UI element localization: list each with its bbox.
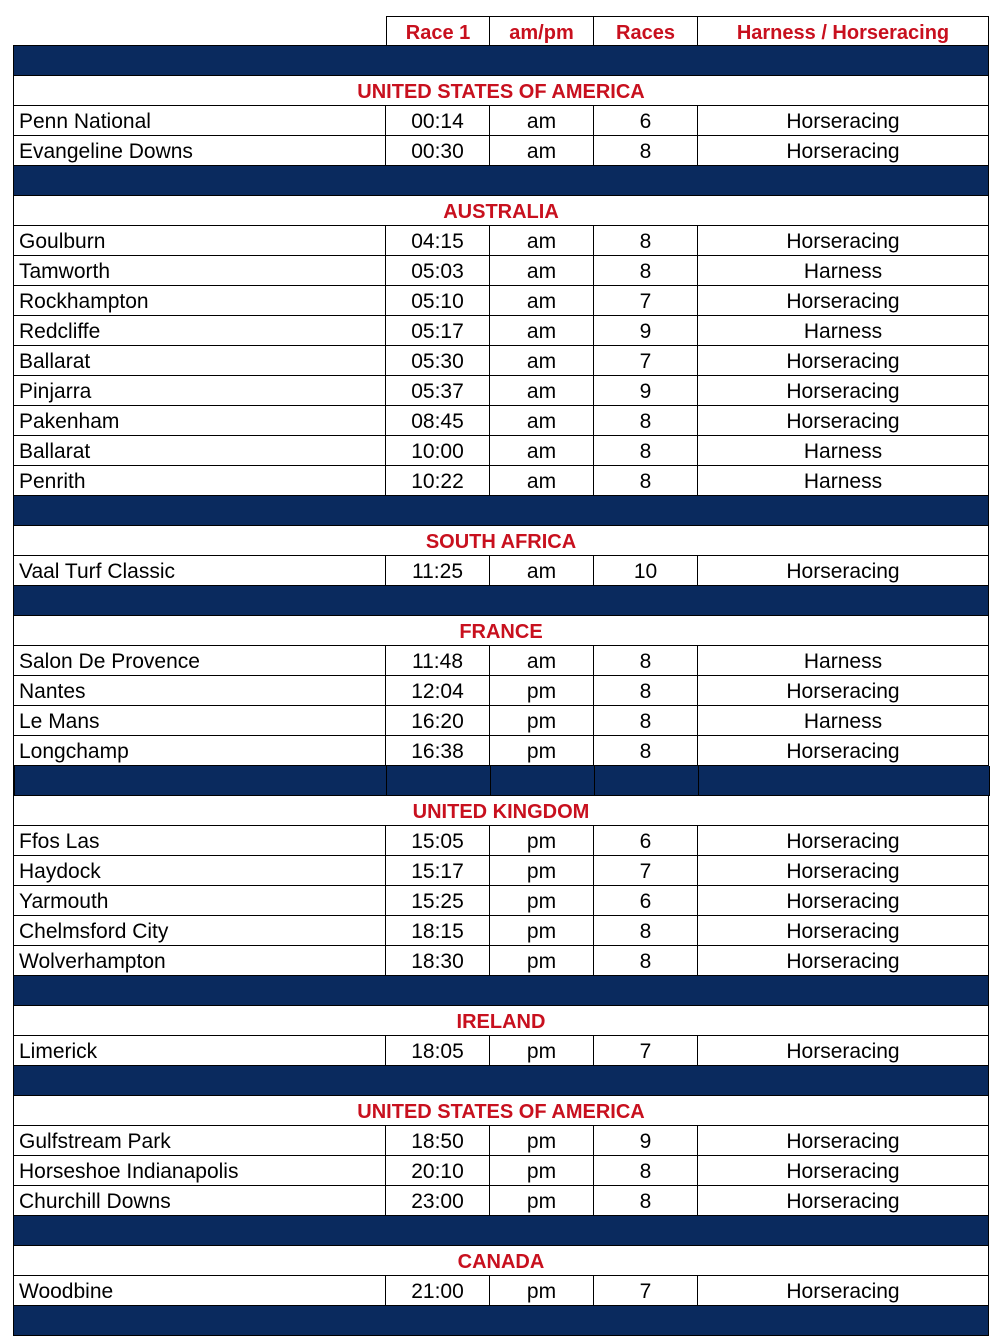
table-row <box>13 436 989 466</box>
race-type-cell: Horseracing <box>698 1276 989 1306</box>
race1-time-cell: 21:00 <box>386 1276 490 1306</box>
race1-time-cell: 15:25 <box>386 886 490 916</box>
header-races: Races <box>594 16 698 46</box>
table-row <box>13 316 989 346</box>
race1-time-cell: 05:03 <box>386 256 490 286</box>
race-type-cell: Horseracing <box>698 1126 989 1156</box>
race-type-cell: Harness <box>698 316 989 346</box>
race1-time-cell: 05:17 <box>386 316 490 346</box>
race-type-cell: Horseracing <box>698 556 989 586</box>
venue-cell: Pakenham <box>13 406 386 436</box>
race-type-cell: Horseracing <box>698 946 989 976</box>
races-count-cell: 8 <box>594 646 698 676</box>
venue-cell: Limerick <box>13 1036 386 1066</box>
ampm-cell: pm <box>490 736 594 766</box>
section-divider-band <box>13 46 989 76</box>
venue-cell: Vaal Turf Classic <box>13 556 386 586</box>
ampm-cell: pm <box>490 1186 594 1216</box>
races-count-cell: 6 <box>594 886 698 916</box>
section-divider-band <box>13 1066 989 1096</box>
divider-cell <box>14 766 387 796</box>
race-type-cell: Horseracing <box>698 1186 989 1216</box>
table-row <box>13 136 989 166</box>
table-row <box>13 556 989 586</box>
table-row <box>13 826 989 856</box>
table-row <box>13 406 989 436</box>
divider-cell <box>491 766 595 796</box>
section-divider-band <box>13 586 989 616</box>
races-count-cell: 6 <box>594 826 698 856</box>
venue-cell: Ballarat <box>13 346 386 376</box>
section-divider-band <box>13 766 989 796</box>
races-count-cell: 8 <box>594 466 698 496</box>
race1-time-cell: 18:05 <box>386 1036 490 1066</box>
country-heading: UNITED STATES OF AMERICA <box>13 1096 989 1126</box>
races-count-cell: 7 <box>594 1276 698 1306</box>
race-type-cell: Horseracing <box>698 1036 989 1066</box>
venue-cell: Ballarat <box>13 436 386 466</box>
venue-cell: Salon De Provence <box>13 646 386 676</box>
venue-cell: Churchill Downs <box>13 1186 386 1216</box>
ampm-cell: pm <box>490 706 594 736</box>
table-row <box>13 706 989 736</box>
table-row <box>13 256 989 286</box>
venue-cell: Longchamp <box>13 736 386 766</box>
race-type-cell: Horseracing <box>698 736 989 766</box>
table-row <box>13 376 989 406</box>
table-row <box>13 106 989 136</box>
race1-time-cell: 12:04 <box>386 676 490 706</box>
table-row <box>13 286 989 316</box>
race1-time-cell: 10:00 <box>386 436 490 466</box>
ampm-cell: pm <box>490 1276 594 1306</box>
race-type-cell: Horseracing <box>698 376 989 406</box>
venue-cell: Gulfstream Park <box>13 1126 386 1156</box>
divider-cell <box>595 766 699 796</box>
venue-cell: Haydock <box>13 856 386 886</box>
table-row <box>13 736 989 766</box>
race1-time-cell: 05:37 <box>386 376 490 406</box>
race-type-cell: Horseracing <box>698 676 989 706</box>
country-heading: IRELAND <box>13 1006 989 1036</box>
venue-cell: Penn National <box>13 106 386 136</box>
races-count-cell: 9 <box>594 376 698 406</box>
venue-cell: Rockhampton <box>13 286 386 316</box>
ampm-cell: am <box>490 106 594 136</box>
races-count-cell: 8 <box>594 136 698 166</box>
race1-time-cell: 18:30 <box>386 946 490 976</box>
table-row <box>13 1276 989 1306</box>
ampm-cell: am <box>490 346 594 376</box>
venue-cell: Penrith <box>13 466 386 496</box>
ampm-cell: pm <box>490 946 594 976</box>
race1-time-cell: 20:10 <box>386 1156 490 1186</box>
races-count-cell: 8 <box>594 1186 698 1216</box>
ampm-cell: pm <box>490 826 594 856</box>
races-count-cell: 8 <box>594 436 698 466</box>
ampm-cell: am <box>490 226 594 256</box>
ampm-cell: am <box>490 646 594 676</box>
race1-time-cell: 05:30 <box>386 346 490 376</box>
table-row <box>13 346 989 376</box>
venue-cell: Evangeline Downs <box>13 136 386 166</box>
venue-cell: Redcliffe <box>13 316 386 346</box>
country-heading: UNITED KINGDOM <box>13 796 989 826</box>
ampm-cell: am <box>490 466 594 496</box>
section-divider-band <box>13 1216 989 1246</box>
race1-time-cell: 10:22 <box>386 466 490 496</box>
section-divider-band <box>13 1306 989 1336</box>
races-count-cell: 8 <box>594 406 698 436</box>
venue-cell: Goulburn <box>13 226 386 256</box>
races-count-cell: 8 <box>594 226 698 256</box>
table-row <box>13 646 989 676</box>
race1-time-cell: 18:15 <box>386 916 490 946</box>
venue-cell: Woodbine <box>13 1276 386 1306</box>
races-count-cell: 7 <box>594 1036 698 1066</box>
races-count-cell: 7 <box>594 346 698 376</box>
venue-cell: Chelmsford City <box>13 916 386 946</box>
table-row <box>13 676 989 706</box>
country-heading: CANADA <box>13 1246 989 1276</box>
venue-cell: Wolverhampton <box>13 946 386 976</box>
table-row <box>13 1186 989 1216</box>
venue-cell: Ffos Las <box>13 826 386 856</box>
race-type-cell: Horseracing <box>698 286 989 316</box>
races-count-cell: 8 <box>594 916 698 946</box>
venue-cell: Yarmouth <box>13 886 386 916</box>
table-row <box>13 916 989 946</box>
venue-cell: Nantes <box>13 676 386 706</box>
race-type-cell: Horseracing <box>698 406 989 436</box>
country-heading: SOUTH AFRICA <box>13 526 989 556</box>
race-type-cell: Horseracing <box>698 136 989 166</box>
ampm-cell: pm <box>490 676 594 706</box>
ampm-cell: am <box>490 316 594 346</box>
race1-time-cell: 05:10 <box>386 286 490 316</box>
country-heading: UNITED STATES OF AMERICA <box>13 76 989 106</box>
race-type-cell: Horseracing <box>698 106 989 136</box>
venue-cell: Horseshoe Indianapolis <box>13 1156 386 1186</box>
table-row <box>13 466 989 496</box>
header-race1: Race 1 <box>386 16 490 46</box>
table-row <box>13 856 989 886</box>
race-type-cell: Harness <box>698 466 989 496</box>
race-type-cell: Horseracing <box>698 1156 989 1186</box>
ampm-cell: pm <box>490 916 594 946</box>
country-heading: FRANCE <box>13 616 989 646</box>
venue-cell: Pinjarra <box>13 376 386 406</box>
races-count-cell: 8 <box>594 1156 698 1186</box>
race1-time-cell: 04:15 <box>386 226 490 256</box>
race1-time-cell: 16:38 <box>386 736 490 766</box>
ampm-cell: am <box>490 556 594 586</box>
ampm-cell: pm <box>490 1126 594 1156</box>
races-count-cell: 8 <box>594 706 698 736</box>
race1-time-cell: 18:50 <box>386 1126 490 1156</box>
venue-cell: Le Mans <box>13 706 386 736</box>
races-count-cell: 9 <box>594 316 698 346</box>
race1-time-cell: 00:14 <box>386 106 490 136</box>
races-count-cell: 8 <box>594 256 698 286</box>
country-heading: AUSTRALIA <box>13 196 989 226</box>
ampm-cell: am <box>490 286 594 316</box>
races-count-cell: 8 <box>594 946 698 976</box>
race-type-cell: Harness <box>698 436 989 466</box>
ampm-cell: am <box>490 256 594 286</box>
divider-cell <box>699 766 990 796</box>
ampm-cell: pm <box>490 1036 594 1066</box>
table-row <box>13 886 989 916</box>
ampm-cell: am <box>490 406 594 436</box>
header-type: Harness / Horseracing <box>698 16 989 46</box>
race-type-cell: Horseracing <box>698 226 989 256</box>
race-type-cell: Horseracing <box>698 886 989 916</box>
races-count-cell: 10 <box>594 556 698 586</box>
header-venue-blank <box>13 16 386 46</box>
race-type-cell: Horseracing <box>698 916 989 946</box>
races-count-cell: 7 <box>594 856 698 886</box>
divider-cell <box>387 766 491 796</box>
race1-time-cell: 08:45 <box>386 406 490 436</box>
race-type-cell: Harness <box>698 706 989 736</box>
race-type-cell: Harness <box>698 646 989 676</box>
race1-time-cell: 16:20 <box>386 706 490 736</box>
race-type-cell: Horseracing <box>698 346 989 376</box>
table-row <box>13 1156 989 1186</box>
race-type-cell: Harness <box>698 256 989 286</box>
race-type-cell: Horseracing <box>698 826 989 856</box>
races-count-cell: 6 <box>594 106 698 136</box>
ampm-cell: pm <box>490 856 594 886</box>
race1-time-cell: 15:05 <box>386 826 490 856</box>
race1-time-cell: 23:00 <box>386 1186 490 1216</box>
table-row <box>13 226 989 256</box>
ampm-cell: pm <box>490 886 594 916</box>
races-count-cell: 9 <box>594 1126 698 1156</box>
races-count-cell: 8 <box>594 676 698 706</box>
races-count-cell: 7 <box>594 286 698 316</box>
table-row <box>13 1036 989 1066</box>
race1-time-cell: 15:17 <box>386 856 490 886</box>
table-row <box>13 1126 989 1156</box>
header-row <box>13 16 989 46</box>
venue-cell: Tamworth <box>13 256 386 286</box>
ampm-cell: pm <box>490 1156 594 1186</box>
section-divider-band <box>13 496 989 526</box>
header-ampm: am/pm <box>490 16 594 46</box>
ampm-cell: am <box>490 136 594 166</box>
race1-time-cell: 11:25 <box>386 556 490 586</box>
section-divider-band <box>13 166 989 196</box>
races-count-cell: 8 <box>594 736 698 766</box>
ampm-cell: am <box>490 376 594 406</box>
race1-time-cell: 00:30 <box>386 136 490 166</box>
race1-time-cell: 11:48 <box>386 646 490 676</box>
section-divider-band <box>13 976 989 1006</box>
table-row <box>13 946 989 976</box>
race-type-cell: Horseracing <box>698 856 989 886</box>
ampm-cell: am <box>490 436 594 466</box>
